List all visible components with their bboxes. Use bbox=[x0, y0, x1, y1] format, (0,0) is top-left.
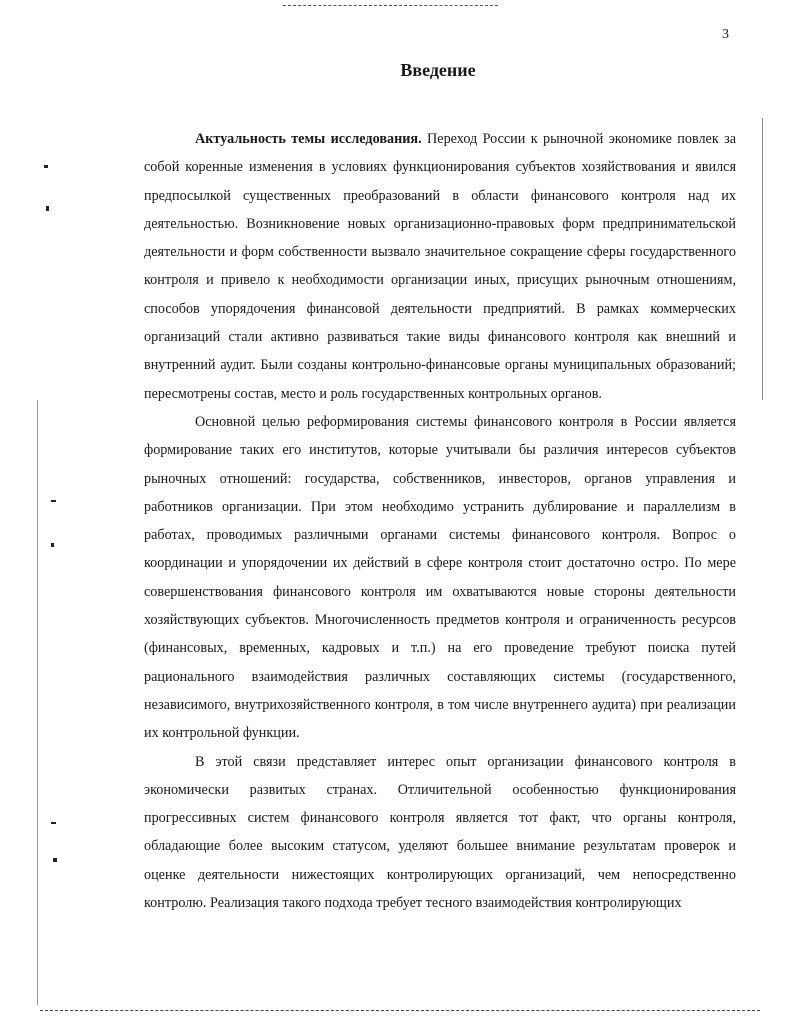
scan-edge-top bbox=[283, 5, 498, 6]
paragraph-text: В этой связи представляет интерес опыт организации финансового контроля в экономически развитых странах. Отличительной особенностью функционирования прогрессивных систем финансового контроля является тот факт, что органы контроля, обладающие более высоким статусом, уделяют большее внимание результатам проверок и оценке деятельности нижестоящих контролирующих организаций, чем непосредственно контролю. Реализация такого подхода требует тесного взаимодействия контролирующих bbox=[144, 753, 736, 912]
scan-edge-left bbox=[37, 400, 38, 1005]
scan-speck bbox=[51, 543, 54, 547]
paragraph bbox=[144, 408, 736, 748]
paragraph bbox=[144, 748, 736, 918]
page-number: 3 bbox=[722, 27, 729, 42]
body-text bbox=[144, 125, 736, 917]
scan-speck bbox=[51, 822, 56, 824]
scan-speck bbox=[44, 165, 48, 168]
paragraph-text: Переход России к рыночной экономике повлек за собой коренные изменения в условиях функционирования субъектов хозяйствования и явился предпосылкой существенных преобразований в области финансового контроля над их деятельностью. Возникновение новых организационно-правовых форм предпринимательской деятельности и форм собственности вызвало значительное сокращение сферы государственного контроля и привело к необходимости организации иных, присущих рыночным отношениям, способов упорядочения финансовой деятельности предприятий. В рамках коммерческих организаций стали активно развиваться такие виды финансового контроля как внешний и внутренний аудит. Были созданы контрольно-финансовые органы муниципальных образований; пересмотрены состав, место и роль государственных контрольных органов. bbox=[144, 131, 737, 402]
paragraph-text: Основной целью реформирования системы финансового контроля в России является формирование таких его институтов, которые учитывали бы различия интересов субъектов рыночных отношений: государства, собственников, инвесторов, органов управления и работников организации. При этом необходимо устранить дублирование и параллелизм в работах, проводимых различными органами системы финансового контроля. Вопрос о координации и упорядочении их действий в сфере контроля стоит достаточно остро. По мере совершенствования финансового контроля им охватываются новые стороны деятельности хозяйствующих субъектов. Многочисленность предметов контроля и ограниченность ресурсов (финансовых, временных, кадровых и т.п.) на его проведение требуют поиска путей рационального взаимодействия различных составляющих системы (государственного, независимого, внутрихозяйственного контроля, в том числе внутреннего аудита) при реализации их контрольной функции. bbox=[144, 413, 736, 742]
scan-speck bbox=[53, 858, 57, 862]
paragraph bbox=[144, 125, 736, 408]
scan-edge-bottom bbox=[40, 1010, 760, 1011]
scan-speck bbox=[51, 500, 56, 502]
scan-speck bbox=[46, 206, 49, 211]
scan-edge-right bbox=[762, 118, 763, 400]
page-title: Введение bbox=[400, 60, 476, 80]
paragraph-lead: Актуальность темы исследования. bbox=[195, 131, 422, 147]
